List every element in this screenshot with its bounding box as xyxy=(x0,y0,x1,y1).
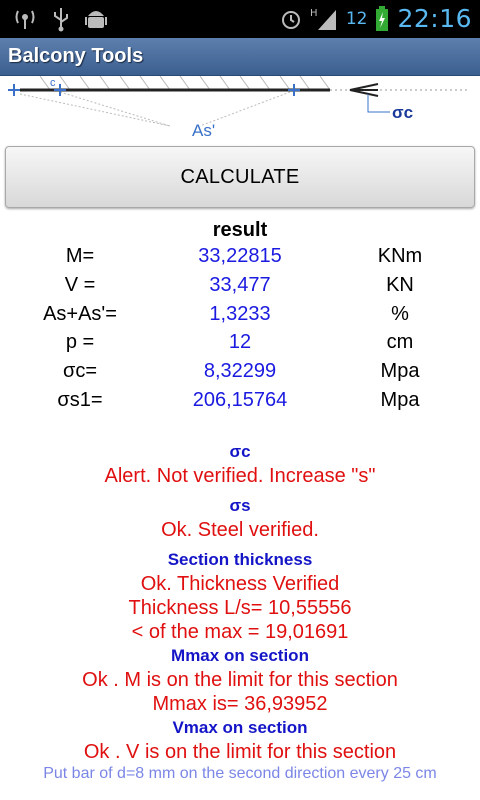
verification-messages xyxy=(0,440,480,784)
battery-level: 12 xyxy=(345,8,368,29)
mmax-status: Ok . M is on the limit for this section xyxy=(82,669,398,691)
diagram-label-sigma: σc xyxy=(392,103,414,122)
result-value: 206,15764 xyxy=(192,388,288,411)
result-unit: KN xyxy=(386,273,414,296)
result-row-v xyxy=(0,274,480,303)
result-row-sigma-s1 xyxy=(0,389,480,418)
result-row-p xyxy=(0,331,480,360)
result-unit: % xyxy=(391,302,409,325)
result-value: 8,32299 xyxy=(203,360,277,383)
vmax-heading: Vmax on section xyxy=(172,718,308,737)
thickness-ratio: Thickness L/s= 10,55556 xyxy=(128,597,352,619)
cell-signal-icon xyxy=(310,6,338,32)
diagram-label-c: c xyxy=(50,77,56,89)
result-unit: Mpa xyxy=(380,388,420,411)
wireless-signal-icon xyxy=(12,7,38,31)
status-clock: 22:16 xyxy=(397,4,472,33)
dotted-leaders xyxy=(20,92,290,126)
result-value: 33,477 xyxy=(209,273,271,296)
app-title: Balcony Tools xyxy=(8,45,144,67)
diagram-label-as: As' xyxy=(192,121,216,140)
result-row-m xyxy=(0,245,480,274)
sigma-s-heading: σs xyxy=(229,496,251,515)
balcony-diagram xyxy=(0,76,480,140)
mmax-value: Mmax is= 36,93952 xyxy=(152,693,328,715)
sigma-c-alert: Alert. Not verified. Increase "s" xyxy=(104,465,376,487)
app-title-bar xyxy=(0,38,480,76)
result-unit: Mpa xyxy=(380,360,420,383)
usb-icon xyxy=(52,6,70,32)
result-value: 33,22815 xyxy=(198,245,282,267)
result-label: M= xyxy=(65,245,95,267)
status-bar xyxy=(0,0,480,38)
thickness-status: Ok. Thickness Verified xyxy=(140,573,340,595)
vmax-status: Ok . V is on the limit for this section xyxy=(83,741,397,763)
sigma-s-status: Ok. Steel verified. xyxy=(161,519,319,541)
thickness-max: < of the max = 19,01691 xyxy=(131,621,349,643)
battery-charging-icon xyxy=(375,6,389,32)
android-debug-icon xyxy=(84,6,108,32)
result-label: V = xyxy=(64,273,96,296)
hatching xyxy=(40,76,330,90)
sigma-c-heading: σc xyxy=(229,442,251,461)
rebar-advice: Put bar of d=8 mm on the second direction every 25 cm xyxy=(43,765,437,782)
result-row-as xyxy=(0,303,480,332)
mmax-heading: Mmax on section xyxy=(171,646,309,665)
result-label: σs1= xyxy=(57,388,103,411)
thickness-heading: Section thickness xyxy=(167,550,313,569)
result-value: 1,3233 xyxy=(209,302,271,325)
svg-text:H: H xyxy=(309,7,318,19)
sigma-arrow xyxy=(350,84,390,112)
result-label: σc= xyxy=(62,360,98,383)
result-row-sigma-c xyxy=(0,360,480,389)
result-unit: KNm xyxy=(377,245,423,267)
result-label: p = xyxy=(65,331,95,354)
results-table xyxy=(0,245,480,418)
result-label: As+As'= xyxy=(43,302,117,325)
calculate-button[interactable]: CALCULATE xyxy=(5,146,475,208)
result-unit: cm xyxy=(386,331,414,354)
result-value: 12 xyxy=(228,331,252,354)
result-title: result xyxy=(212,219,268,241)
alarm-icon xyxy=(280,7,302,31)
